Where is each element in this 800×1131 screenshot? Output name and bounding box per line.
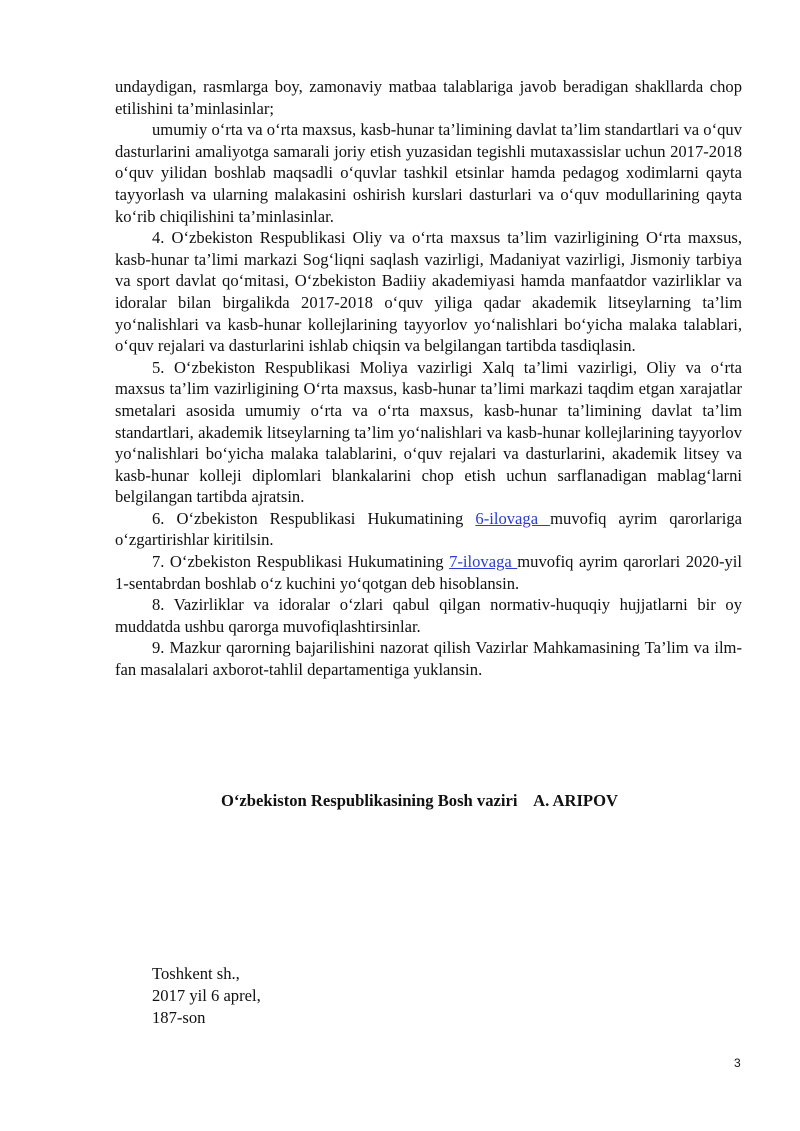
item-7-text-after: muvofiq ayrim qarorlari 2020-yil 1-sentabrdan boshlab o‘z kuchini yo‘qotgan deb hisoblansin. — [115, 552, 742, 593]
paragraph-item-7 — [115, 551, 742, 594]
annex-7-link[interactable]: 7-ilovaga — [449, 552, 518, 572]
paragraph-item-9: 9. Mazkur qarorning bajarilishini nazorat qilish Vazirlar Mahkamasining Ta’lim va ilm-fan masalalari axborot-tahlil departamentiga yuklansin. — [115, 638, 742, 680]
signatory-name: A. ARIPOV — [533, 791, 618, 810]
footer-number: 187-son — [152, 1008, 206, 1027]
document-footer — [152, 963, 261, 1029]
paragraph-item-4: 4. O‘zbekiston Respublikasi Oliy va o‘rta maxsus ta’lim vazirligining O‘rta maxsus, kasb-hunar ta’limi markazi Sog‘liqni saqlash vazirligi, Madaniyat vazirligi, Jismoniy tarbiya va sport davlat qo‘mitasi, O‘zbekiston Badiiy akademiyasi hamda manfaatdor vazirliklar va idoralar bilan birgalikda 2017-2018 o‘quv yiliga qadar akademik litseylarning ta’lim yo‘nalishlari va kasb-hunar kollejlarining tayyorlov yo‘nalishlari bo‘yicha malaka talablari, o‘quv rejalari va dasturlarini ishlab chiqsin va belgilangan tartibda tasdiqlasin. — [115, 228, 742, 356]
page-number: 3 — [734, 1056, 741, 1070]
signature-line — [221, 791, 618, 811]
footer-date: 2017 yil 6 aprel, — [152, 986, 261, 1005]
annex-6-link[interactable]: 6-ilovaga — [475, 508, 551, 528]
paragraph-continuation: undaydigan, rasmlarga boy, zamonaviy matbaa talablariga javob beradigan shakllarda chop etilishini ta’minlasinlar; — [115, 77, 742, 118]
item-6-text-after: muvofiq ayrim qarorlariga o‘zgartirishlar kiritilsin. — [115, 508, 742, 550]
paragraph-item-5: 5. O‘zbekiston Respublikasi Moliya vazirligi Xalq ta’limi vazirligi, Oliy va o‘rta maxsus ta’lim vazirligining O‘rta maxsus, kasb-hunar ta’limi markazi taqdim etgan xarajatlar smetalari asosida umumiy o‘rta va o‘rta maxsus, kasb-hunar ta’limining davlat ta’lim standartlari, akademik litseylarning ta’lim yo‘nalishlari va kasb-hunar kollejlarining tayyorlov yo‘nalishlari bo‘yicha malaka talablarini, o‘quv rejalari va dasturlarini, akademik litsey va kasb-hunar kolleji diplomlari blankalarini chop etish uchun sarflanadigan mablag‘larni belgilangan tartibda ajratsin. — [115, 357, 742, 507]
item-7-text-before: 7. O‘zbekiston Respublikasi Hukumatining — [152, 552, 450, 572]
document-body — [115, 76, 742, 681]
paragraph-item-8: 8. Vazirliklar va idoralar o‘zlari qabul qilgan normativ-huquqiy hujjatlarni bir oy muddatda ushbu qarorga muvofiqlashtirsinlar. — [115, 595, 742, 636]
paragraph-training: umumiy o‘rta va o‘rta maxsus, kasb-hunar ta’limining davlat ta’lim standartlari va o‘quv dasturlarini amaliyotga samarali joriy etish yuzasidan tegishli mutaxassislar uchun 2017-2018 o‘quv yilidan boshlab maqsadli o‘quvlar tashkil etsinlar hamda pedagog xodimlarni qayta tayyorlash va ularning malakasini oshirish kurslari dasturlari va o‘quv modullarining qayta ko‘rib chiqilishini ta’minlasinlar. — [115, 120, 742, 226]
signatory-position: O‘zbekiston Respublikasining Bosh vaziri — [221, 791, 518, 810]
item-6-text-before: 6. O‘zbekiston Respublikasi Hukumatining — [152, 508, 476, 528]
footer-place: Toshkent sh., — [152, 964, 240, 983]
paragraph-item-6 — [115, 508, 742, 551]
